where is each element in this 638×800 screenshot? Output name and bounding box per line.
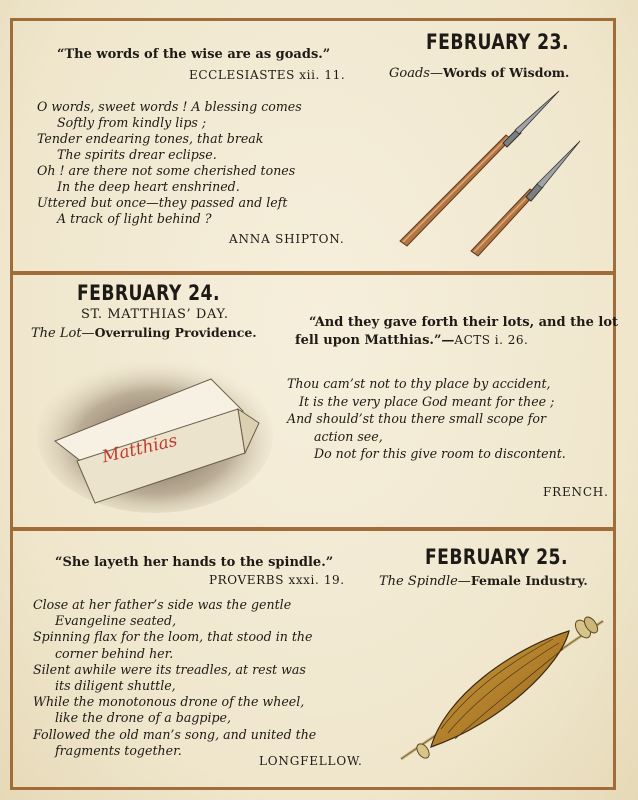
- goads-illustration: [393, 81, 593, 261]
- entry-february-25: [10, 528, 616, 790]
- scripture-quote-continued: [295, 333, 528, 348]
- entry-date: FEBRUARY 23.: [426, 30, 569, 54]
- entry-subtitle: [389, 65, 569, 81]
- entry-date: FEBRUARY 24.: [77, 281, 220, 305]
- spindle-ring: [414, 742, 431, 761]
- poem-line: Followed the old man’s song, and united the: [33, 726, 317, 742]
- entry-february-23: [10, 18, 616, 274]
- poem: [37, 99, 302, 227]
- scripture-reference: ECCLESIASTES xii. 11.: [189, 68, 346, 82]
- poem-line: action see,: [314, 428, 383, 444]
- scripture-quote: “She layeth her hands to the spindle.”: [55, 555, 334, 570]
- poem-line: corner behind her.: [55, 645, 174, 661]
- poem-line: Evangeline seated,: [55, 613, 177, 629]
- poem-line: Do not for this give room to discontent.: [314, 446, 566, 461]
- flax-bundle: [431, 631, 569, 747]
- poem-line: Silent awhile were its treadles, at rest was: [33, 661, 306, 677]
- spindle-illustration: [393, 601, 613, 771]
- poem-line: Close at her father’s side was the gentle: [33, 597, 292, 612]
- saint-day: ST. MATTHIAS’ DAY.: [81, 307, 229, 322]
- entry-date: FEBRUARY 25.: [425, 545, 568, 569]
- scripture-reference: PROVERBS xxxi. 19.: [209, 573, 345, 587]
- poem-line: The spirits drear eclipse.: [57, 147, 217, 162]
- poem-line: Uttered but once—they passed and left: [37, 195, 288, 210]
- entry-subtitle: [379, 573, 588, 589]
- subtitle-plain: The Lot—: [31, 326, 95, 341]
- poem-line: its diligent shuttle,: [55, 678, 176, 694]
- quote-line-2: fell upon Matthias.”—: [295, 333, 455, 348]
- scripture-quote: “The words of the wise are as goads.”: [57, 47, 331, 62]
- subtitle-plain: Goads—: [389, 66, 443, 81]
- poem-line: Tender endearing tones, that break: [37, 131, 264, 146]
- subtitle-blackletter: Overruling Providence.: [94, 325, 257, 340]
- poem-line: And should’st thou there small scope for: [287, 411, 546, 426]
- poem-line: Thou cam’st not to thy place by accident,: [287, 376, 551, 391]
- author: ANNA SHIPTON.: [229, 232, 345, 246]
- poem-line: Spinning flax for the loom, that stood in the: [33, 629, 313, 645]
- subtitle-plain: The Spindle—: [379, 574, 471, 589]
- poem: [287, 375, 566, 463]
- entry-february-24: [10, 272, 616, 530]
- poem-line: Oh ! are there not some cherished tones: [37, 163, 296, 178]
- subtitle-blackletter: Female Industry.: [470, 573, 588, 588]
- poem-line: O words, sweet words ! A blessing comes: [37, 99, 302, 114]
- poem-line: fragments together.: [55, 742, 182, 758]
- poem-line: like the drone of a bagpipe,: [55, 710, 231, 726]
- scripture-reference: ACTS i. 26.: [454, 333, 529, 347]
- poem-line: In the deep heart enshrined.: [57, 179, 240, 194]
- poem-line: While the monotonous drone of the wheel,: [33, 694, 305, 710]
- author: FRENCH.: [543, 485, 609, 499]
- poem-line: It is the very place God meant for thee ;: [299, 393, 555, 409]
- lot-name: Matthias: [100, 430, 180, 468]
- scripture-quote: “And they gave forth their lots, and the lot: [309, 315, 618, 330]
- subtitle-blackletter: Words of Wisdom.: [442, 65, 570, 80]
- goad-1: [400, 91, 559, 246]
- poem: [33, 597, 316, 759]
- poem-line: A track of light behind ?: [57, 211, 212, 226]
- lot-paper-illustration: [33, 351, 273, 516]
- author: LONGFELLOW.: [259, 754, 363, 768]
- poem-line: Softly from kindly lips ;: [57, 115, 207, 130]
- entry-subtitle: [31, 325, 257, 341]
